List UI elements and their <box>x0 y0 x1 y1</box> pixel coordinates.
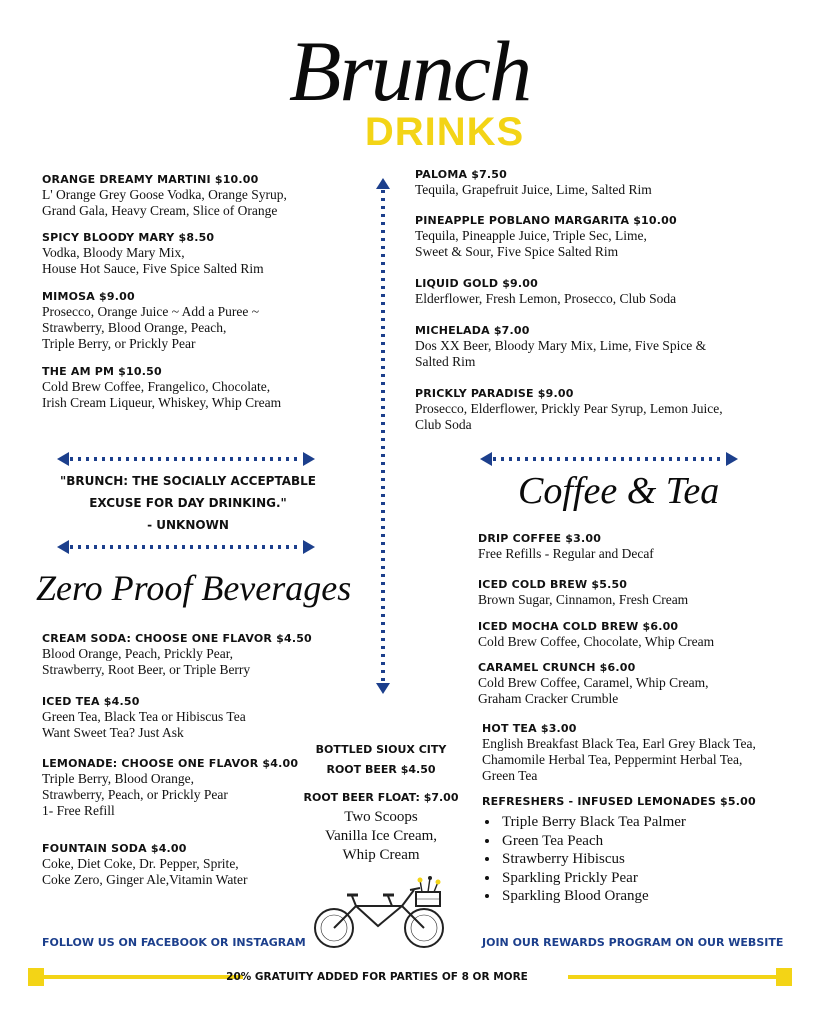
menu-item-spicy-bloody-mary <box>42 230 264 277</box>
list-item: • Strawberry Hibiscus <box>500 850 756 869</box>
item-desc: Tequila, Pineapple Juice, Triple Sec, Lime, Sweet & Sour, Five Spice Salted Rim <box>415 228 647 259</box>
quote-line: "BRUNCH: THE SOCIALLY ACCEPTABLE <box>60 474 316 488</box>
vertical-divider-arrow <box>373 176 393 696</box>
menu-item-iced-tea <box>42 694 246 741</box>
item-desc: Vodka, Bloody Mary Mix, House Hot Sauce, Five Spice Salted Rim <box>42 245 264 276</box>
zero-proof-heading: Zero Proof Beverages <box>36 568 352 608</box>
refreshers-list <box>482 813 756 906</box>
menu-item-pineapple-poblano-margarita <box>415 213 677 260</box>
list-item: • Triple Berry Black Tea Palmer <box>500 813 756 832</box>
drinks-title: DRINKS <box>364 110 525 154</box>
menu-item-hot-tea <box>482 721 756 784</box>
item-desc: L' Orange Grey Goose Vodka, Orange Syrup, Grand Gala, Heavy Cream, Slice of Orange <box>42 187 287 218</box>
item-desc: Prosecco, Elderflower, Prickly Pear Syrup, Lemon Juice, Club Soda <box>415 401 723 432</box>
item-name: MICHELADA $7.00 <box>415 324 530 337</box>
bottled-root-beer-line: BOTTLED SIOUX CITY <box>315 743 447 756</box>
item-name: MIMOSA $9.00 <box>42 290 135 303</box>
menu-item-iced-mocha-cold-brew <box>478 619 714 650</box>
item-desc: English Breakfast Black Tea, Earl Grey Black Tea, Chamomile Herbal Tea, Peppermint Herbal Tea, Green Tea <box>482 736 756 783</box>
brunch-title: Brunch <box>288 23 531 119</box>
item-name: PINEAPPLE POBLANO MARGARITA $10.00 <box>415 214 677 227</box>
item-desc: Triple Berry, Blood Orange, Strawberry, Peach, or Prickly Pear 1- Free Refill <box>42 771 228 818</box>
item-desc: Tequila, Grapefruit Juice, Lime, Salted Rim <box>415 182 652 197</box>
item-name: LEMONADE: CHOOSE ONE FLAVOR $4.00 <box>42 757 299 770</box>
social-link[interactable]: FOLLOW US ON FACEBOOK OR INSTAGRAM <box>42 936 306 949</box>
item-desc: Prosecco, Orange Juice ~ Add a Puree ~ Strawberry, Blood Orange, Peach, Triple Berry, or Prickly Pear <box>42 304 260 351</box>
item-name: ICED MOCHA COLD BREW $6.00 <box>478 620 679 633</box>
list-item: • Sparkling Prickly Pear <box>500 869 756 888</box>
quote-author: - UNKNOWN <box>147 518 229 532</box>
menu-item-mimosa <box>42 289 259 352</box>
item-desc: Dos XX Beer, Bloody Mary Mix, Lime, Five Spice & Salted Rim <box>415 338 707 369</box>
horizontal-divider-arrow <box>55 538 317 556</box>
quote-line: EXCUSE FOR DAY DRINKING." <box>89 496 287 510</box>
item-desc: Two Scoops Vanilla Ice Cream, Whip Cream <box>324 809 438 863</box>
menu-item-cream-soda <box>42 631 312 678</box>
rewards-link[interactable]: JOIN OUR REWARDS PROGRAM ON OUR WEBSITE <box>482 936 784 949</box>
item-name: DRIP COFFEE $3.00 <box>478 532 602 545</box>
item-name: CREAM SODA: CHOOSE ONE FLAVOR $4.50 <box>42 632 312 645</box>
item-desc: Free Refills - Regular and Decaf <box>478 546 654 561</box>
horizontal-divider-arrow <box>478 450 740 468</box>
refreshers-title: REFRESHERS - INFUSED LEMONADES $5.00 <box>482 795 756 808</box>
item-desc: Elderflower, Fresh Lemon, Prosecco, Club Soda <box>415 291 677 306</box>
item-name: LIQUID GOLD $9.00 <box>415 277 538 290</box>
menu-item-liquid-gold <box>415 276 676 307</box>
menu-item-caramel-crunch <box>478 660 708 707</box>
item-desc: Brown Sugar, Cinnamon, Fresh Cream <box>478 592 689 607</box>
item-desc: Green Tea, Black Tea or Hibiscus Tea Want Sweet Tea? Just Ask <box>42 709 246 740</box>
item-desc: Coke, Diet Coke, Dr. Pepper, Sprite, Coke Zero, Ginger Ale,Vitamin Water <box>42 856 248 887</box>
menu-item-fountain-soda <box>42 841 248 888</box>
gratuity-note: 20% GRATUITY ADDED FOR PARTIES OF 8 OR MORE <box>226 971 528 983</box>
item-name: PRICKLY PARADISE $9.00 <box>415 387 574 400</box>
item-desc: Cold Brew Coffee, Caramel, Whip Cream, Graham Cracker Crumble <box>478 675 709 706</box>
root-beer-float <box>296 788 466 865</box>
tandem-bicycle-icon <box>312 876 454 952</box>
item-name: CARAMEL CRUNCH $6.00 <box>478 661 636 674</box>
bottled-root-beer <box>296 740 466 780</box>
item-desc: Cold Brew Coffee, Chocolate, Whip Cream <box>478 634 715 649</box>
item-name: HOT TEA $3.00 <box>482 722 577 735</box>
item-name: FOUNTAIN SODA $4.00 <box>42 842 187 855</box>
menu-item-michelada <box>415 323 706 370</box>
item-name: ROOT BEER FLOAT: $7.00 <box>303 791 459 804</box>
list-item: • Green Tea Peach <box>500 832 756 851</box>
menu-item-prickly-paradise <box>415 386 723 433</box>
item-name: THE AM PM $10.50 <box>42 365 162 378</box>
bottled-root-beer-line: ROOT BEER $4.50 <box>326 763 436 776</box>
refreshers-section <box>482 794 756 906</box>
item-name: ICED COLD BREW $5.50 <box>478 578 628 591</box>
menu-item-the-am-pm <box>42 364 281 411</box>
item-desc: Cold Brew Coffee, Frangelico, Chocolate, Irish Cream Liqueur, Whiskey, Whip Cream <box>42 379 282 410</box>
item-desc: Blood Orange, Peach, Prickly Pear, Strawberry, Root Beer, or Triple Berry <box>42 646 251 677</box>
coffee-tea-heading: Coffee & Tea <box>518 470 720 512</box>
brunch-quote <box>46 470 330 536</box>
item-name: ICED TEA $4.50 <box>42 695 140 708</box>
item-name: SPICY BLOODY MARY $8.50 <box>42 231 215 244</box>
item-name: PALOMA $7.50 <box>415 168 508 181</box>
menu-item-drip-coffee <box>478 531 654 562</box>
menu-item-lemonade <box>42 756 298 819</box>
menu-item-paloma <box>415 167 652 198</box>
menu-item-orange-dreamy-martini <box>42 172 287 219</box>
horizontal-divider-arrow <box>55 450 317 468</box>
menu-item-iced-cold-brew <box>478 577 688 608</box>
item-name: ORANGE DREAMY MARTINI $10.00 <box>42 173 259 186</box>
list-item: • Sparkling Blood Orange <box>500 887 756 906</box>
